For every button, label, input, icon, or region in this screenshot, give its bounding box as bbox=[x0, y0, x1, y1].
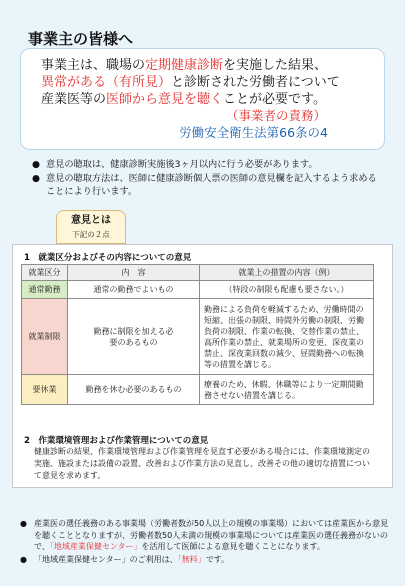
free-highlight: 「無料」 bbox=[177, 554, 206, 564]
list-item bbox=[20, 518, 390, 553]
intro-text: と診断された労働者について bbox=[171, 75, 340, 90]
obligation-label: （事業者の責務） bbox=[225, 108, 326, 123]
action-cell: 勤務による負荷を軽減するため、労働時間の短縮、出張の制限、時間外労働の制限、労働負荷の制限、作業の転換、交替作業の禁止、高所作業の禁止、就業場所の変更、深夜業の禁止、深夜業回数の減少、昼間勤務への転換等の措置を講じる。 bbox=[200, 299, 374, 375]
bullet-icon: ● bbox=[20, 519, 27, 528]
work-category-table bbox=[21, 264, 374, 405]
category-restricted: 就業制限 bbox=[22, 299, 68, 375]
header-content: 内 容 bbox=[68, 265, 200, 281]
table-row bbox=[22, 281, 374, 299]
note-text: です。 bbox=[205, 554, 230, 564]
list-item bbox=[32, 172, 382, 199]
action-cell: （特段の制限も配慮も要さない。） bbox=[200, 281, 374, 299]
intro-box bbox=[20, 48, 385, 150]
table-row bbox=[22, 299, 374, 375]
section-2-body: 健康診断の結果、作業環境管理および作業管理を見直す必要がある場合には、作業環境測定の実施、施設または設備の設置、改善および作業方法の見直し、改善その他の適切な措置について意見を求めます。 bbox=[34, 447, 370, 480]
intro-text: 事業主は、職場の bbox=[41, 58, 146, 73]
intro-highlight: 定期健康診断 bbox=[145, 58, 224, 73]
content-cell: 通常の勤務でよいもの bbox=[68, 281, 200, 299]
category-leave: 要休業 bbox=[22, 375, 68, 405]
intro-line-2 bbox=[41, 74, 372, 91]
opinion-tab bbox=[56, 210, 126, 244]
category-normal: 通常勤務 bbox=[22, 281, 68, 299]
content-cell: 勤務を休む必要のあるもの bbox=[68, 375, 200, 405]
tab-title: 意見とは bbox=[71, 215, 111, 226]
note-text: を活用して医師による意見を聴くことになります。 bbox=[141, 542, 325, 551]
bullet-icon: ● bbox=[32, 159, 41, 170]
list-item bbox=[20, 554, 390, 566]
intro-text: 産業医等の bbox=[41, 92, 107, 107]
bullet-icon: ● bbox=[32, 172, 41, 184]
intro-text: ことが必要です。 bbox=[223, 92, 326, 107]
content-cell: 勤務に制限を加える必要のあるもの bbox=[68, 299, 200, 375]
table-header-row bbox=[22, 265, 374, 281]
page-heading: 事業主の皆様へ bbox=[28, 30, 134, 48]
intro-line-3 bbox=[41, 91, 372, 108]
note-text: 「地域産業保健センター」のご利用は、 bbox=[34, 554, 178, 564]
section-2-title: 2 作業環境管理および作業管理についての意見 bbox=[24, 436, 209, 446]
bottom-notes bbox=[20, 518, 390, 565]
header-action: 就業上の措置の内容（例） bbox=[200, 265, 374, 281]
center-name-highlight: 「地域産業保健センター」 bbox=[49, 542, 142, 551]
intro-highlight: 異常がある（有所見） bbox=[41, 75, 172, 90]
note-text: 意見の聴取は、健康診断実施後3ヶ月以内に行う必要があります。 bbox=[46, 159, 318, 170]
table-row bbox=[22, 375, 374, 405]
law-reference: 労働安全衛生法第66条の4 bbox=[179, 125, 328, 140]
section-1-title: 1 就業区分およびその内容についての意見 bbox=[24, 253, 192, 263]
intro-highlight: 医師から意見を聴く bbox=[106, 92, 224, 107]
notes-list bbox=[32, 158, 382, 199]
header-category: 就業区分 bbox=[22, 265, 68, 281]
tab-subtitle: 下記の２点 bbox=[72, 230, 110, 239]
bullet-icon: ● bbox=[20, 554, 27, 564]
note-text: 意見の聴取方法は、医師に健康診断個人票の医師の意見欄を記入するよう求めることにより行います。 bbox=[46, 172, 377, 197]
intro-text: を実施した結果、 bbox=[223, 58, 328, 73]
action-cell: 療養のため、休暇、休職等により一定期間勤務させない措置を講じる。 bbox=[200, 375, 374, 405]
list-item bbox=[32, 158, 382, 172]
intro-line-1 bbox=[41, 57, 372, 74]
note-text: 産業医の選任義務のある事業場（労働者数が50人以上の規模の事業場）においては産業医から意見を聴くこととなりますが、労働者数50人未満の規模の事業場については産業医の選任義務がないので、 bbox=[34, 519, 389, 551]
